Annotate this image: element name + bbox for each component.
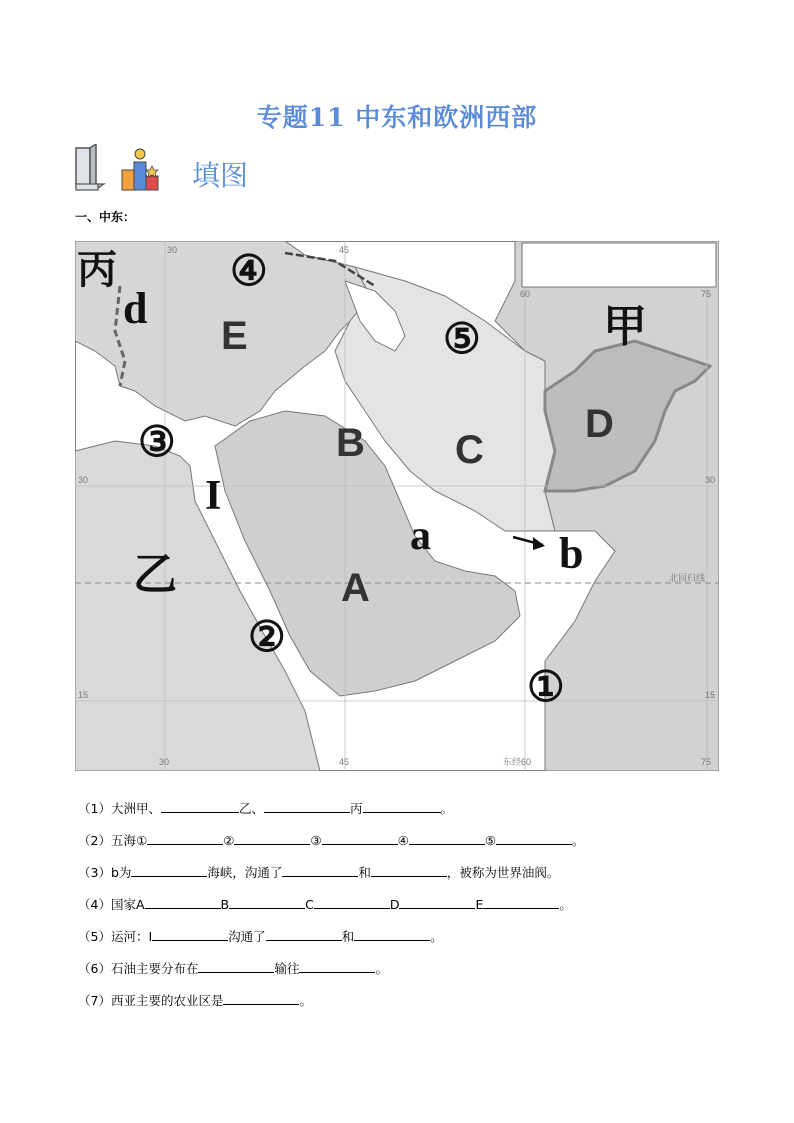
answer-blank[interactable] bbox=[266, 926, 342, 941]
lat-tick-30-right: 30 bbox=[705, 475, 716, 485]
label-c4: ④ bbox=[230, 249, 268, 295]
question-2: （2）五海① ② ③ ④ ⑤ 。 bbox=[78, 825, 718, 857]
question-7: （7）西亚主要的农业区是 。 bbox=[78, 985, 718, 1017]
answer-blank[interactable] bbox=[229, 894, 305, 909]
answer-blank[interactable] bbox=[161, 798, 239, 813]
answer-blank[interactable] bbox=[314, 894, 390, 909]
answer-blank[interactable] bbox=[299, 958, 375, 973]
question-5: （5）运河：I 沟通了 和 。 bbox=[78, 921, 718, 953]
lon-bottom-45: 45 bbox=[339, 757, 350, 767]
label-D: D bbox=[585, 402, 614, 446]
lat-tick-15-right: 15 bbox=[705, 690, 716, 700]
answer-blank[interactable] bbox=[354, 926, 430, 941]
lon-bottom-30: 30 bbox=[159, 757, 170, 767]
answer-blank[interactable] bbox=[147, 830, 223, 845]
label-d: d bbox=[123, 284, 148, 333]
lon-bottom-60: 东经60 bbox=[503, 757, 532, 767]
answer-blank[interactable] bbox=[363, 798, 441, 813]
answer-blank[interactable] bbox=[399, 894, 475, 909]
answer-blank[interactable] bbox=[322, 830, 398, 845]
page-title: 专题11 中东和欧洲西部 bbox=[256, 103, 538, 132]
lon-tick-60: 60 bbox=[520, 289, 531, 299]
fill-map-icon bbox=[72, 144, 182, 196]
answer-blank[interactable] bbox=[234, 830, 310, 845]
label-A: A bbox=[341, 566, 370, 610]
question-list bbox=[78, 793, 718, 1017]
label-yi: 乙 bbox=[133, 550, 177, 599]
lon-bottom-75: 75 bbox=[701, 757, 712, 767]
label-I: I bbox=[205, 473, 222, 519]
question-3: （3）b为 海峡，沟通了 和 ，被称为世界油阀。 bbox=[78, 857, 718, 889]
answer-blank[interactable] bbox=[282, 862, 358, 877]
answer-blank[interactable] bbox=[145, 894, 221, 909]
middle-east-map bbox=[75, 241, 719, 771]
label-b: b bbox=[559, 529, 584, 578]
lat-tick-15-left: 15 bbox=[78, 690, 89, 700]
label-E: E bbox=[221, 314, 248, 358]
label-c3: ③ bbox=[138, 420, 176, 466]
label-bing: 丙 bbox=[77, 247, 117, 292]
label-B: B bbox=[336, 421, 365, 465]
question-4: （4）国家A B C D E 。 bbox=[78, 889, 718, 921]
answer-blank[interactable] bbox=[496, 830, 572, 845]
answer-blank[interactable] bbox=[409, 830, 485, 845]
question-6: （6）石油主要分布在 输往 。 bbox=[78, 953, 718, 985]
answer-blank[interactable] bbox=[223, 990, 299, 1005]
answer-blank[interactable] bbox=[198, 958, 274, 973]
lon-tick-75: 75 bbox=[701, 289, 712, 299]
subheading: 一、中东： bbox=[75, 210, 136, 224]
lon-tick-30: 30 bbox=[167, 245, 178, 255]
answer-blank[interactable] bbox=[483, 894, 559, 909]
label-C: C bbox=[455, 428, 484, 472]
answer-blank[interactable] bbox=[264, 798, 350, 813]
label-c5: ⑤ bbox=[443, 317, 481, 363]
label-jia: 甲 bbox=[603, 302, 647, 351]
tropic-label: 北回归线 bbox=[669, 573, 706, 583]
blank-box bbox=[522, 243, 716, 287]
lat-tick-30-left: 30 bbox=[78, 475, 89, 485]
section-label: 填图 bbox=[192, 159, 249, 192]
label-a: a bbox=[410, 513, 431, 559]
lon-tick-45: 45 bbox=[339, 245, 350, 255]
label-c2: ② bbox=[248, 615, 286, 661]
answer-blank[interactable] bbox=[131, 862, 207, 877]
section-header bbox=[72, 144, 332, 196]
question-1: （1）大洲甲、 乙、 丙 。 bbox=[78, 793, 718, 825]
answer-blank[interactable] bbox=[152, 926, 228, 941]
label-c1: ① bbox=[527, 665, 565, 711]
answer-blank[interactable] bbox=[371, 862, 447, 877]
